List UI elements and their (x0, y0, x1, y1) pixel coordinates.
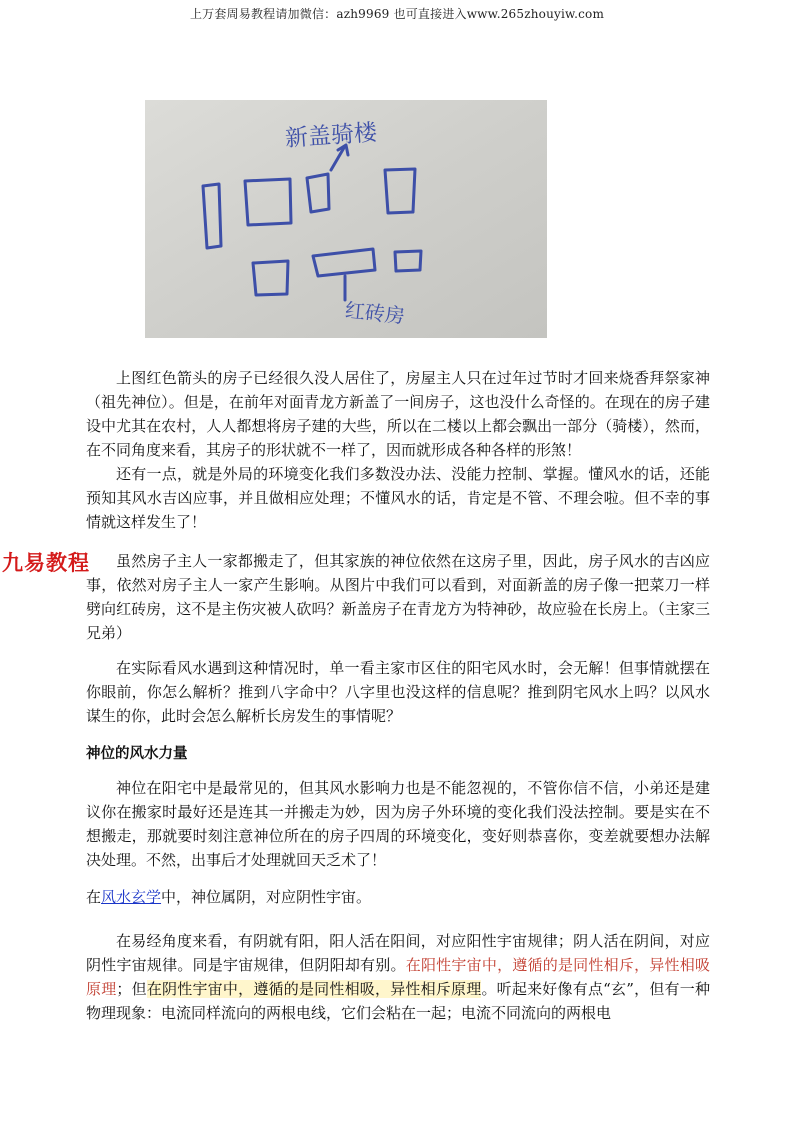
paragraph-4: 在实际看风水遇到这种情况时，单一看主家市区住的阳宅风水时，会无解！但事情就摆在你眼前，你怎么解析？推到八字命中？八字里也没这样的信息呢？推到阴宅风水上吗？以风水谋生的你，此时会怎么解析长房发生的事情呢？ (86, 659, 710, 725)
p6-prefix: 在 (86, 888, 102, 906)
section-heading: 神位的风水力量 (86, 746, 188, 762)
p6-suffix: 中，神位属阴，对应阴性宇宙。 (161, 888, 372, 906)
p7-part-b: ；但 (116, 980, 147, 998)
paragraph-2: 还有一点，就是外局的环境变化我们多数没办法、没能力控制、掌握。懂风水的话，还能预知其风水吉凶应事，并且做相应处理；不懂风水的话，肯定是不管、不理会啦。但不幸的事情就这样发生了！ (86, 465, 710, 531)
p7-highlighted-text: 在阴性宇宙中，遵循的是同性相吸，异性相斥原理 (146, 980, 482, 998)
p7-red-text: 在阳性宇宙中，遵循的是同性相斥，异性相吸原理 (86, 956, 710, 998)
paragraph-6 (86, 885, 710, 909)
fengshui-link[interactable]: 风水玄学 (101, 888, 162, 906)
annotation-new-arcade: 新盖骑楼 (284, 119, 378, 153)
house-layout-photo (145, 100, 547, 338)
p7-part-c: 。听起来好像有点“玄”，但有一种物理现象：电流同样流向的两根电线，它们会粘在一起；电流不同流向的两根电 (86, 980, 710, 1022)
paragraph-7 (86, 929, 710, 1025)
paragraph-1: 上图红色箭头的房子已经很久没人居住了，房屋主人只在过年过节时才回来烧香拜祭家神（祖先神位）。但是，在前年对面青龙方新盖了一间房子，这也没什么奇怪的。在现在的房子建设中尤其在农村，人人都想将房子建的大些，所以在二楼以上都会飘出一部分（骑楼），然而，在不同角度来看，其房子的形状就不一样了，因而就形成各种各样的形煞！ (86, 369, 710, 459)
paragraph-3: 虽然房子主人一家都搬走了，但其家族的神位依然在这房子里，因此，房子风水的吉凶应事，依然对房子主人一家产生影响。从图片中我们可以看到，对面新盖的房子像一把菜刀一样劈向红砖房，这不是主伤灾被人砍吗？新盖房子在青龙方为特神砂，故应验在长房上。（主家三兄弟） (86, 552, 710, 642)
page-header: 上万套周易教程请加微信：azh9969 也可直接进入www.265zhouyiw.com (189, 7, 605, 21)
annotation-red-brick: 红砖房 (343, 297, 406, 329)
watermark-stamp: 九易教程 (2, 551, 90, 575)
paragraph-5: 神位在阳宅中是最常见的，但其风水影响力也是不能忽视的，不管你信不信，小弟还是建议你在搬家时最好还是连其一并搬走为妙，因为房子外环境的变化我们没法控制。要是实在不想搬走，那就要时刻注意神位所在的房子四周的环境变化，变好则恭喜你，变差就要想办法解决处理。不然，出事后才处理就回天乏术了！ (86, 779, 710, 869)
p7-part-a: 在易经角度来看，有阴就有阳，阳人活在阳间，对应阳性宇宙规律；阴人活在阴间，对应阴性宇宙规律。同是宇宙规律，但阴阳却有别。 (86, 932, 710, 974)
